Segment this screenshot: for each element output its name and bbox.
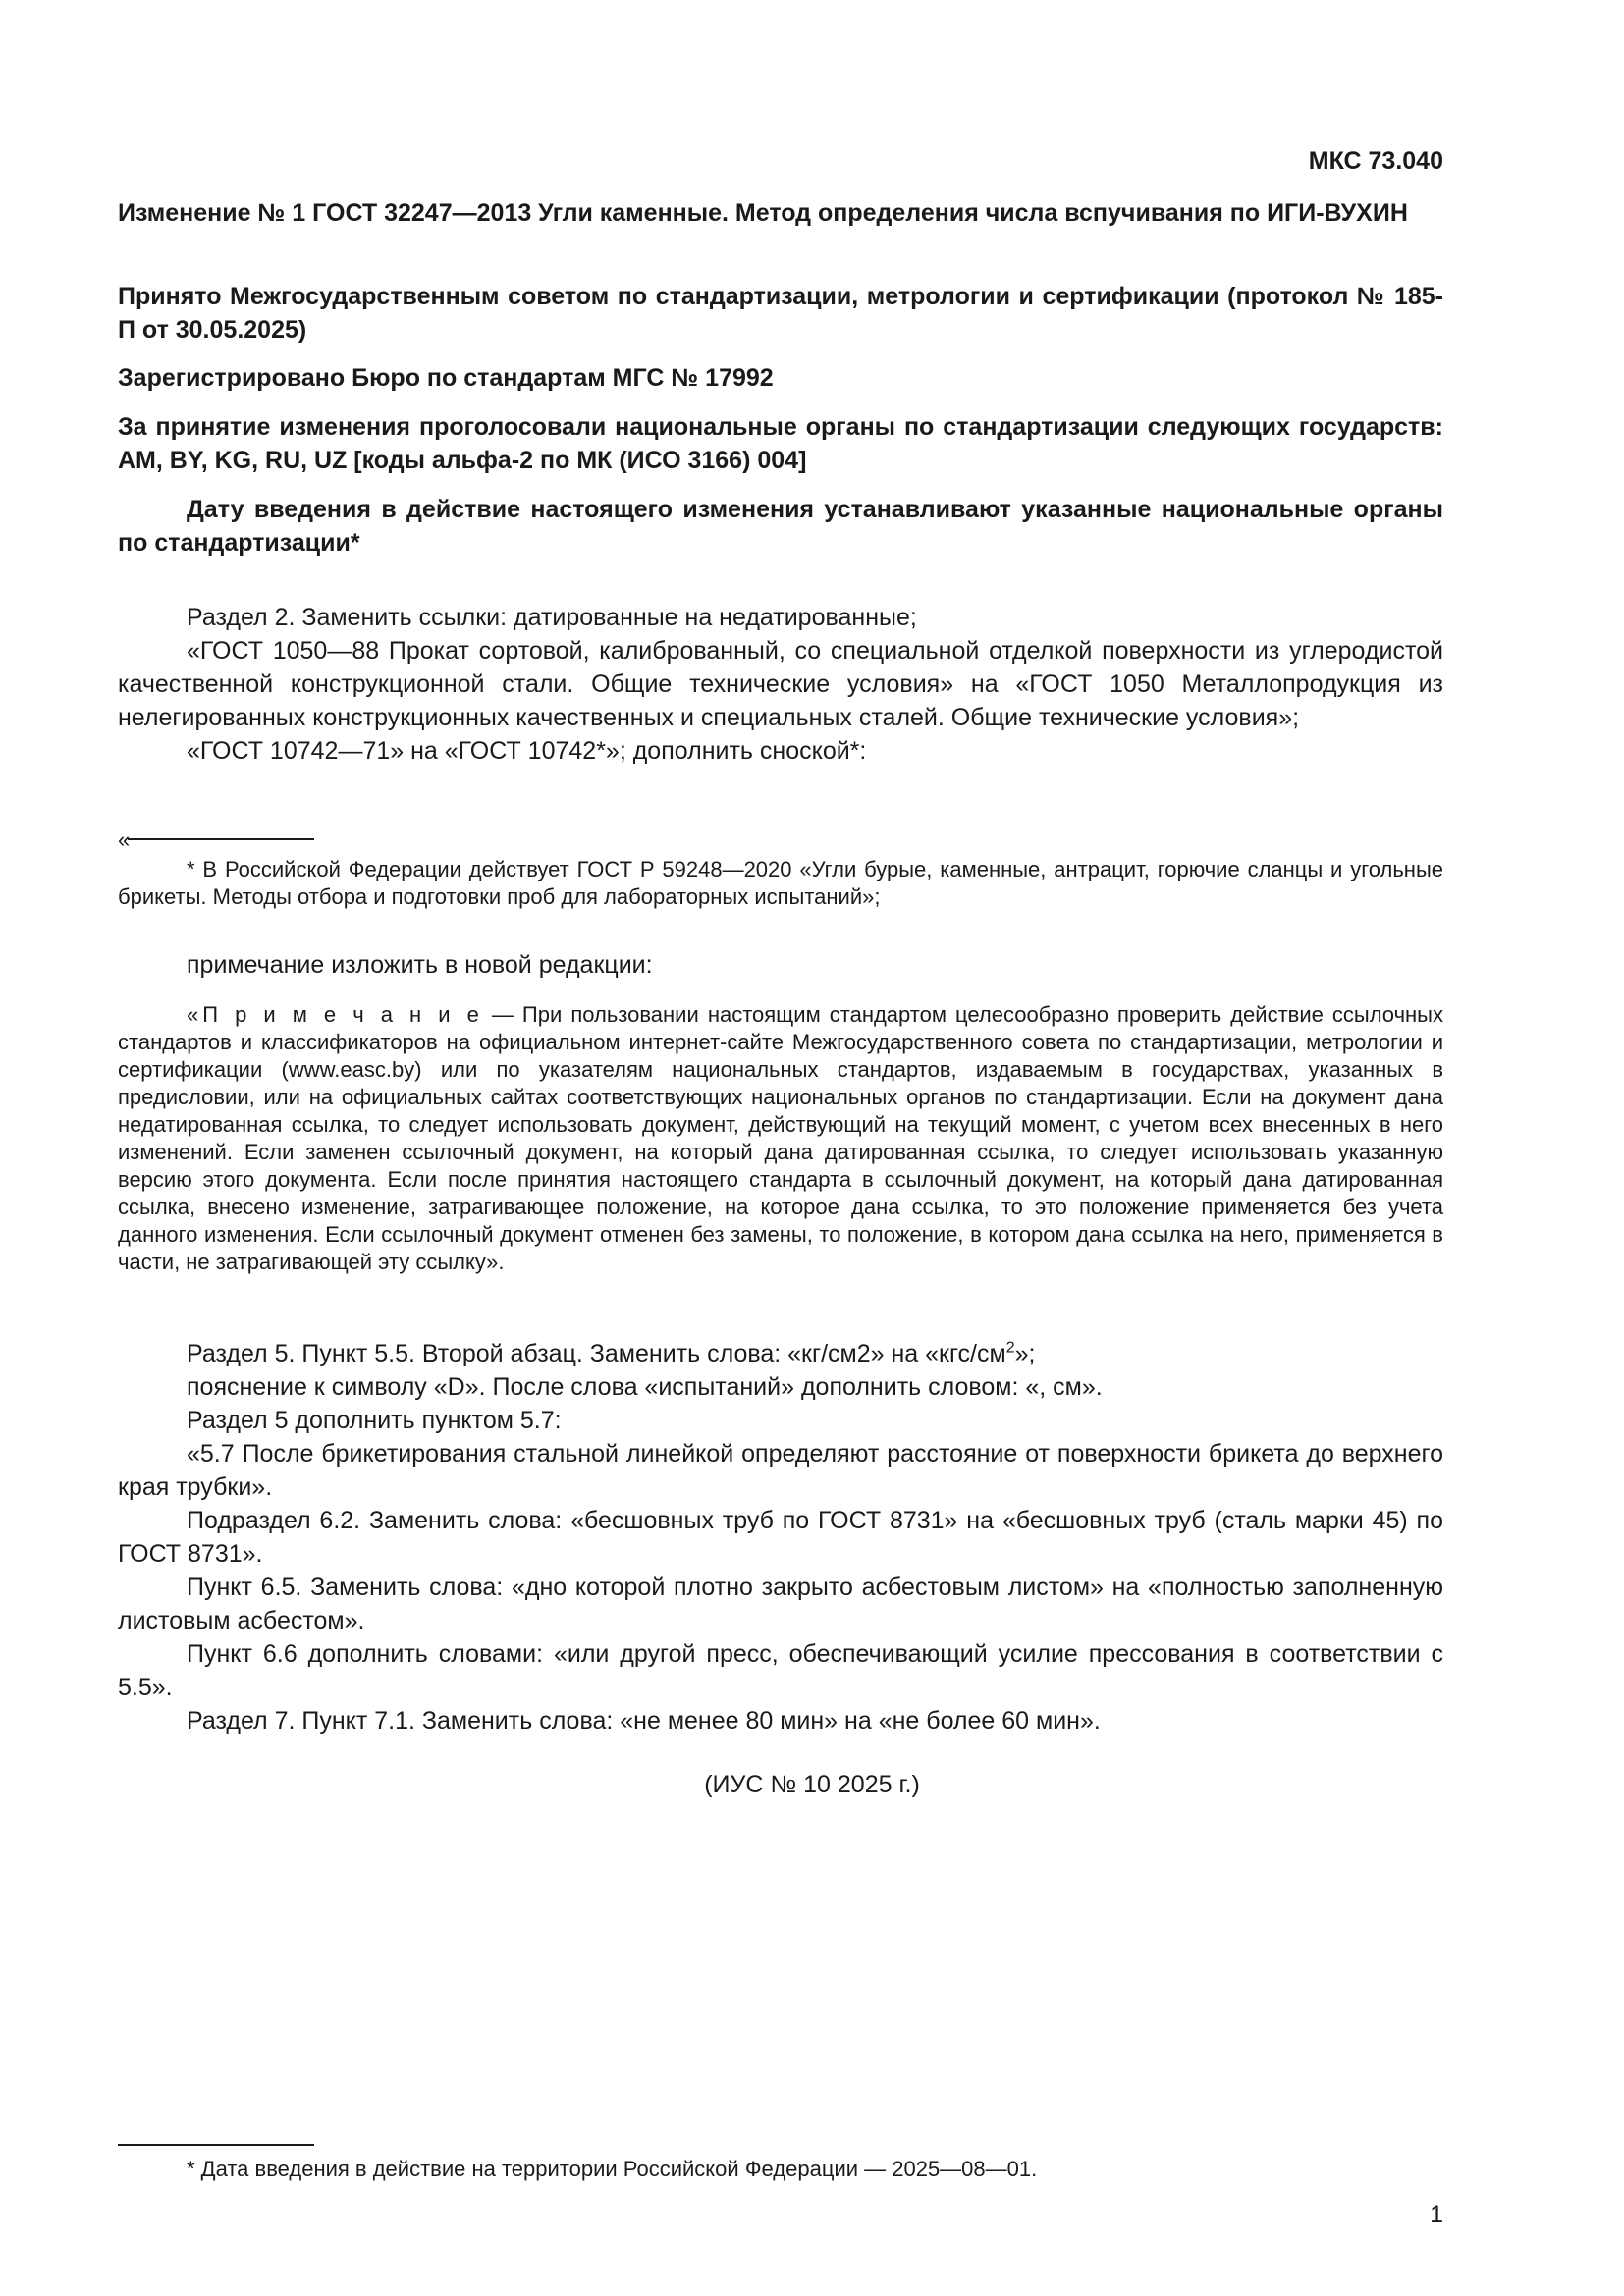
voting-statement: За принятие изменения проголосовали национальные органы по стандартизации следующих государств: AM, BY, KG, RU, UZ [коды альфа-2 по МК (ИСО 3166) 004]	[118, 413, 1443, 474]
inserted-footnote-quote: «	[118, 828, 131, 852]
section-2-changes	[118, 601, 1443, 768]
section-2-gost-1050: «ГОСТ 1050—88 Прокат сортовой, калиброванный, со специальной отделкой поверхности из углеродистой качественной конструкционной стали. Общие технические условия» на «ГОСТ 1050 Металлопродукция из нелегированных конструкционных качественных и специальных сталей. Общие технические условия»;	[118, 637, 1443, 731]
note-intro: примечание изложить в новой редакции:	[187, 951, 653, 979]
note-block	[118, 1001, 1443, 1276]
effective-date-statement: Дату введения в действие настоящего изменения устанавливают указанные национальные органы по стандартизации*	[118, 496, 1443, 557]
mks-code: МКС 73.040	[1308, 147, 1443, 175]
section-2-intro: Раздел 2. Заменить ссылки: датированные на недатированные;	[187, 604, 917, 631]
subsection-6-2: Подраздел 6.2. Заменить слова: «бесшовных труб по ГОСТ 8731» на «бесшовных труб (сталь марки 45) по ГОСТ 8731».	[118, 1507, 1443, 1568]
inserted-footnote	[118, 856, 1443, 911]
adoption-statement: Принято Межгосударственным советом по стандартизации, метрологии и сертификации (протокол № 185-П от 30.05.2025)	[118, 283, 1443, 344]
item-6-5: Пункт 6.5. Заменить слова: «дно которой плотно закрыто асбестовым листом» на «полностью заполненную листовым асбестом».	[118, 1574, 1443, 1634]
amendment-title: Изменение № 1 ГОСТ 32247—2013 Угли каменные. Метод определения числа вспучивания по ИГИ-ВУХИН	[118, 199, 1408, 227]
page-number: 1	[1430, 2201, 1443, 2228]
ius-reference: (ИУС № 10 2025 г.)	[704, 1771, 920, 1798]
note-paragraph	[118, 1001, 1443, 1276]
note-intro-block	[118, 948, 1443, 982]
item-7-1: Раздел 7. Пункт 7.1. Заменить слова: «не менее 80 мин» на «не более 60 мин».	[187, 1707, 1101, 1735]
section-5-add-item: Раздел 5 дополнить пунктом 5.7:	[187, 1407, 562, 1434]
item-5-7-text: «5.7 После брикетирования стальной линейкой определяют расстояние от поверхности брикета до верхнего края трубки».	[118, 1440, 1443, 1501]
section-5-item-5-5: Раздел 5. Пункт 5.5. Второй абзац. Заменить слова: «кг/см2» на «$кгс/см^2$»;	[187, 1339, 1036, 1367]
inserted-footnote-text: * В Российской Федерации действует ГОСТ Р 59248—2020 «Угли бурые, каменные, антрацит, горючие сланцы и угольные брикеты. Методы отбора и подготовки проб для лабораторных испытаний»;	[118, 857, 1443, 909]
section-2-gost-10742: «ГОСТ 10742—71» на «ГОСТ 10742*»; дополнить сноской*:	[187, 737, 867, 765]
item-6-6: Пункт 6.6 дополнить словами: «или другой пресс, обеспечивающий усилие прессования в соответствии с 5.5».	[118, 1640, 1443, 1701]
symbol-d-explanation: пояснение к символу «D». После слова «испытаний» дополнить словом: «, см».	[187, 1373, 1103, 1401]
inserted-footnote-rule	[128, 838, 314, 840]
effective-date-footnote: * Дата введения в действие на территории Российской Федерации — 2025—08—01.	[187, 2157, 1038, 2181]
registration-statement: Зарегистрировано Бюро по стандартам МГС № 17992	[118, 364, 774, 392]
sections-5-7-changes	[118, 1337, 1443, 1737]
note-label: «П р и м е ч а н и е	[187, 1002, 483, 1027]
note-text: — При пользовании настоящим стандартом целесообразно проверить действие ссылочных стандартов и классификаторов на официальном интернет-сайте Межгосударственного совета по стандартизации, метрологии и сертификации (www.easc.by) или по указателям национальных стандартов, издаваемым в государствах, указанных в предисловии, или на официальных сайтах соответствующих национальных органов по стандартизации. Если на документ дана недатированная ссылка, то следует использовать документ, действующий на текущий момент, с учетом всех внесенных в него изменений. Если заменен ссылочный документ, на который дана датированная ссылка, то следует использовать указанную версию этого документа. Если после принятия настоящего стандарта в ссылочный документ, на который дана датированная ссылка, внесено изменение, затрагивающее положение, на которое дана ссылка, то это положение применяется без учета данного изменения. Если ссылочный документ отменен без замены, то положение, в котором дана ссылка на него, применяется в части, не затрагивающей эту ссылку».	[118, 1002, 1443, 1274]
footnote-rule	[118, 2144, 314, 2146]
